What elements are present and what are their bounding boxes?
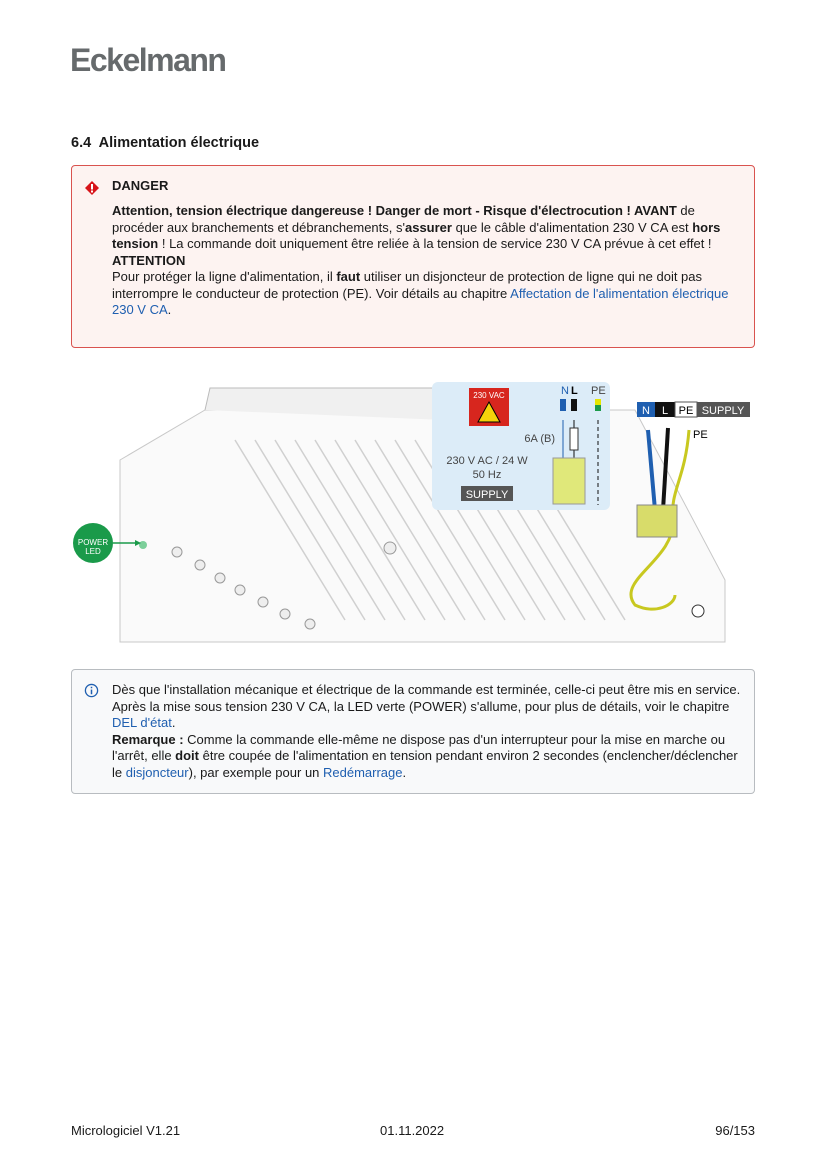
fuse-label: 6A (B) [524,433,555,445]
attention-label: ATTENTION [112,252,186,268]
connector-plug [637,505,677,537]
fuse-icon [570,428,578,450]
link-circuit-breaker[interactable]: disjoncteur [125,764,189,780]
link-power-assignment[interactable]: Affectation de l'alimentation électrique 230 V CA [112,285,729,317]
danger-text-part: ! La commande doit uniquement être reliée à la tension de service 230 V CA prévue à cet effet ! [158,236,712,251]
info-text-part: Dès que l'installation mécanique et électrique de la commande est terminée, celle-ci peut être mis en service. Après la mise sous tension 230 V CA, la LED verte (POWER) s'allume, pour plus de détails, voir le chapitre [112,682,741,714]
danger-box [71,165,755,348]
freq-label: 50 Hz [472,469,502,481]
info-text-part: ), par exemple pour un [188,764,324,780]
danger-bold: Attention, tension électrique dangereuse ! Danger de mort - Risque d'électrocution ! AVANT [112,203,677,218]
danger-text-part: . [167,302,172,317]
danger-text-part: utiliser un disjoncteur de protection de ligne qui ne doit pas interrompre le conducteur de protection (PE). Voir détails au chapitre [112,269,703,301]
info-box [71,669,755,794]
danger-text-part: que le câble d'alimentation 230 V CA est [451,219,693,235]
ground-icon [692,605,704,617]
info-text-part: être coupée de l'alimentation en tension pendant environ 2 secondes (enclencher/déclencher le [112,748,738,780]
section-heading: 6.4 Alimentation électrique [71,135,260,151]
info-text-part: . [171,715,176,730]
footer-date: 01.11.2022 [380,1123,445,1138]
legend-n: N [642,405,650,417]
info-bold: doit [175,748,199,763]
info-text-part: Comme la commande elle-même ne dispose pas d'un interrupteur pour la mise en marche ou l'arrêt, elle [112,731,726,763]
link-status-led[interactable]: DEL d'état [112,715,172,730]
power-wiring-figure [115,380,745,642]
terminal-block [553,458,585,504]
danger-text-part: Pour protéger la ligne d'alimentation, il [112,269,337,284]
danger-bold: faut [336,269,361,284]
label-n: N [561,385,569,397]
footer-page: 96/153 [715,1123,755,1138]
legend-supply: SUPPLY [701,405,745,417]
link-restart[interactable]: Redémarrage [323,764,403,780]
power-led [139,541,147,549]
legend-l: L [661,405,669,417]
legend-pe: PE [678,405,694,417]
label-l: L [571,385,578,397]
danger-icon [84,180,100,196]
remark-label: Remarque : [112,731,184,747]
supply-label: SUPPLY [465,489,509,501]
info-text [112,682,742,781]
danger-text-part: de procéder aux branchements et débranchements, s' [112,203,695,235]
info-text-part: . [402,764,407,780]
footer-version: Micrologiciel V1.21 [71,1123,181,1138]
label-pe: PE [591,385,606,397]
danger-text [112,203,742,319]
power-led-label: POWER LED [77,538,109,556]
warning-label: 230 VAC [473,391,505,400]
danger-bold: hors tension [112,219,721,251]
info-icon [84,683,99,698]
cable-pe-label: PE [693,429,708,441]
danger-title: DANGER [112,178,169,193]
danger-bold: assurer [404,219,452,235]
rating-label: 230 V AC / 24 W [446,455,528,467]
eckelmann-logo: Eckelmann [70,42,226,78]
